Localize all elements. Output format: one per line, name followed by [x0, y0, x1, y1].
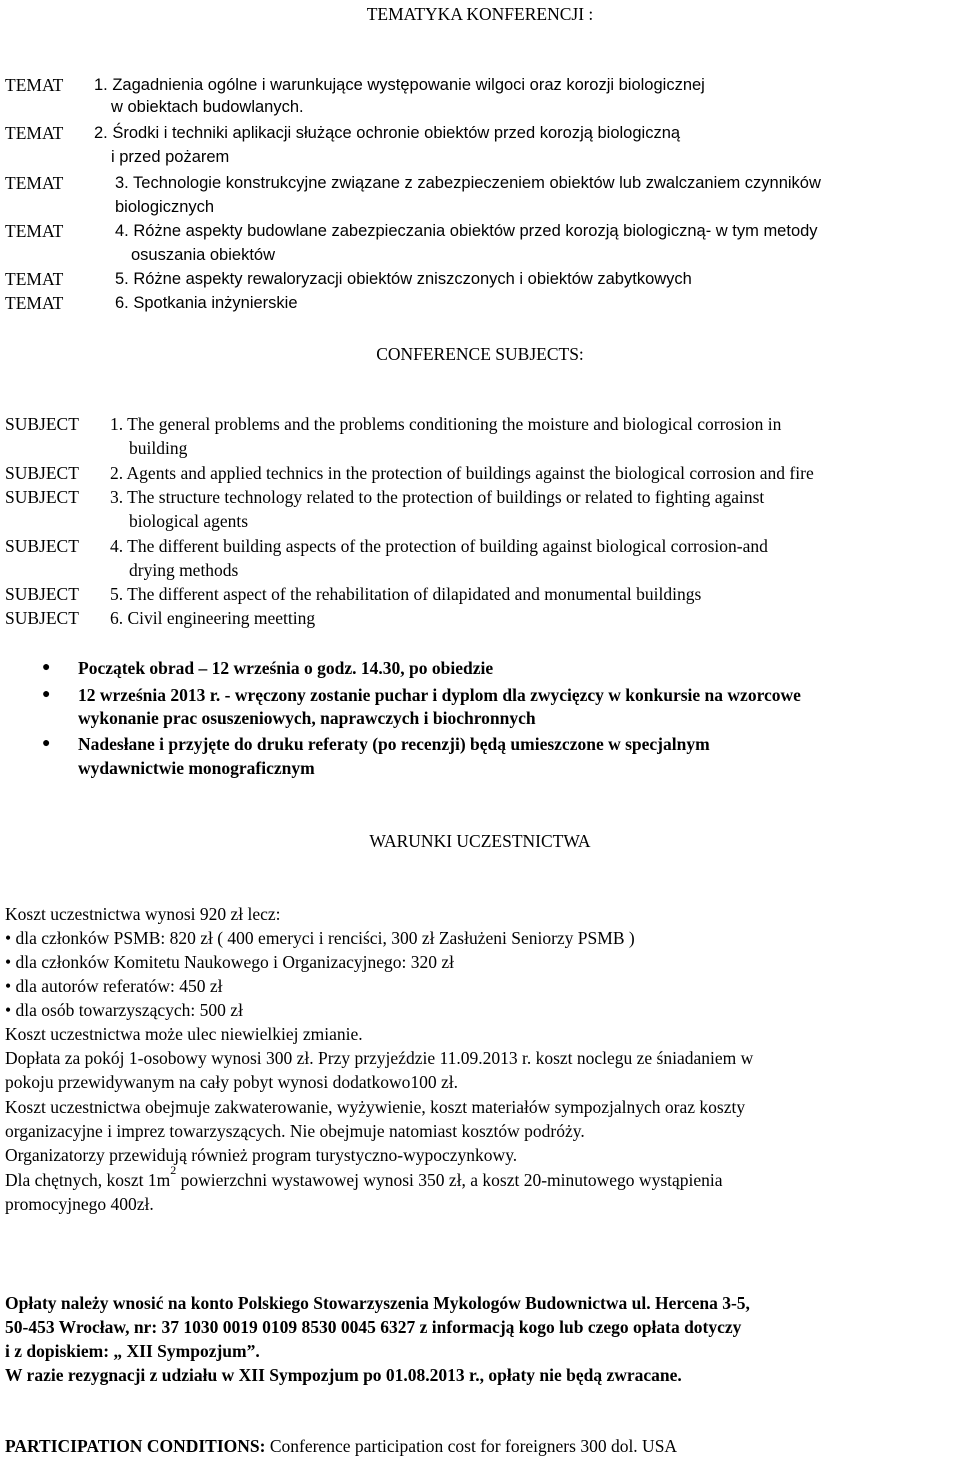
- fee-item: • dla członków Komitetu Naukowego i Organizacyjnego: 320 zł: [5, 952, 455, 972]
- exhibition-fee: [5, 1163, 723, 1192]
- announcement-text: Początek obrad – 12 września o godz. 14.30, po obiedzie: [78, 658, 494, 678]
- subject-text: 5. The different aspect of the rehabilitation of dilapidated and monumental buildings: [110, 584, 702, 604]
- fee-note: Koszt uczestnictwa może ulec niewielkiej zmianie.: [5, 1024, 363, 1044]
- fee-item: • dla osób towarzyszących: 500 zł: [5, 1000, 243, 1020]
- topic-text: 1. Zagadnienia ogólne i warunkujące występowanie wilgoci oraz korozji biologicznej: [94, 76, 705, 94]
- topic-label: TEMAT: [5, 173, 64, 193]
- fee-note: Dopłata za pokój 1-osobowy wynosi 300 zł. Przy przyjeździe 11.09.2013 r. koszt noclegu ze śniadaniem w: [5, 1048, 754, 1068]
- subject-text: 4. The different building aspects of the protection of building against biological corrosion-and: [110, 536, 768, 556]
- topic-text-cont: osuszania obiektów: [131, 246, 276, 264]
- subject-text-cont: drying methods: [129, 560, 239, 580]
- topic-label: TEMAT: [5, 123, 64, 143]
- topic-text-cont: i przed pożarem: [111, 148, 230, 166]
- payment-line: i z dopiskiem: „ XII Sympozjum”.: [5, 1341, 260, 1361]
- fee-item: • dla autorów referatów: 450 zł: [5, 976, 223, 996]
- conference-subjects-heading: CONFERENCE SUBJECTS:: [376, 344, 584, 364]
- fee-note: Organizatorzy przewidują również program turystyczno-wypoczynkowy.: [5, 1145, 518, 1165]
- participation-text: Conference participation cost for foreigners 300 dol. USA: [265, 1436, 678, 1456]
- subject-text: 2. Agents and applied technics in the protection of buildings against the biological corrosion and fire: [110, 463, 814, 483]
- subject-label: SUBJECT: [5, 414, 79, 434]
- topic-text-cont: biologicznych: [115, 198, 215, 216]
- subject-text: 1. The general problems and the problems conditioning the moisture and biological corrosion in: [110, 414, 782, 434]
- subject-label: SUBJECT: [5, 536, 79, 556]
- topic-label: TEMAT: [5, 269, 64, 289]
- announcement-text-cont: wydawnictwie monograficznym: [78, 758, 315, 778]
- fee-item: • dla członków PSMB: 820 zł ( 400 emeryci i renciści, 300 zł Zasłużeni Seniorzy PSMB ): [5, 928, 635, 948]
- topic-text: 4. Różne aspekty budowlane zabezpieczania obiektów przed korozją biologiczną- w tym metody: [115, 222, 818, 240]
- topic-text: 2. Środki i techniki aplikacji służące ochronie obiektów przed korozją biologiczną: [94, 124, 681, 142]
- exhibition-fee-cont: promocyjnego 400zł.: [5, 1194, 154, 1214]
- participation-label: PARTICIPATION CONDITIONS:: [5, 1436, 266, 1456]
- exhibition-fee-superscript: 2: [170, 1163, 177, 1177]
- subject-label: SUBJECT: [5, 584, 79, 604]
- bullet-icon: ●: [42, 736, 51, 751]
- payment-line: Opłaty należy wnosić na konto Polskiego Stowarzyszenia Mykologów Budownictwa ul. Hercena 3-5,: [5, 1293, 750, 1313]
- fee-note: Koszt uczestnictwa obejmuje zakwaterowanie, wyżywienie, koszt materiałów sympozjalnych oraz koszty: [5, 1097, 746, 1117]
- topic-text: 3. Technologie konstrukcyjne związane z zabezpieczeniem obiektów lub zwalczaniem czynników: [115, 174, 821, 192]
- payment-line: 50-453 Wrocław, nr: 37 1030 0019 0109 8530 0045 6327 z informacją kogo lub czego opłata dotyczy: [5, 1317, 742, 1337]
- subject-text: 3. The structure technology related to the protection of buildings or related to fighting against: [110, 487, 765, 507]
- subject-text-cont: building: [129, 438, 188, 458]
- subject-label: SUBJECT: [5, 608, 79, 628]
- fee-note: pokoju przewidywanym na cały pobyt wynosi dodatkowo100 zł.: [5, 1072, 458, 1092]
- topic-text-cont: w obiektach budowlanych.: [111, 98, 304, 116]
- announcement-text: 12 września 2013 r. - wręczony zostanie puchar i dyplom dla zwycięzcy w konkursie na wzorcowe: [78, 685, 801, 705]
- exhibition-fee-text: Dla chętnych, koszt 1m: [5, 1170, 171, 1190]
- payment-line: W razie rezygnacji z udziału w XII Sympozjum po 01.08.2013 r., opłaty nie będą zwracane.: [5, 1365, 682, 1385]
- exhibition-fee-text-rest: powierzchni wystawowej wynosi 350 zł, a koszt 20-minutowego wystąpienia: [176, 1170, 723, 1190]
- conference-topics-heading: TEMATYKA KONFERENCJI :: [366, 4, 594, 24]
- subject-label: SUBJECT: [5, 463, 79, 483]
- topic-text: 6. Spotkania inżynierskie: [115, 294, 298, 312]
- topic-label: TEMAT: [5, 75, 64, 95]
- announcement-text: Nadesłane i przyjęte do druku referaty (po recenzji) będą umieszczone w specjalnym: [78, 734, 710, 754]
- subject-text: 6. Civil engineering meetting: [110, 608, 316, 628]
- topic-label: TEMAT: [5, 221, 64, 241]
- fees-intro: Koszt uczestnictwa wynosi 920 zł lecz:: [5, 904, 281, 924]
- subject-label: SUBJECT: [5, 487, 79, 507]
- bullet-icon: ●: [42, 687, 51, 702]
- fee-note: organizacyjne i imprez towarzyszących. Nie obejmuje natomiast kosztów podróży.: [5, 1121, 585, 1141]
- participation-foreigners: [5, 1434, 677, 1458]
- participation-conditions-heading: WARUNKI UCZESTNICTWA: [369, 831, 591, 851]
- subject-text-cont: biological agents: [129, 511, 249, 531]
- topic-text: 5. Różne aspekty rewaloryzacji obiektów zniszczonych i obiektów zabytkowych: [115, 270, 692, 288]
- announcement-text-cont: wykonanie prac osuszeniowych, naprawczych i biochronnych: [78, 708, 536, 728]
- bullet-icon: ●: [42, 660, 51, 675]
- topic-label: TEMAT: [5, 293, 64, 313]
